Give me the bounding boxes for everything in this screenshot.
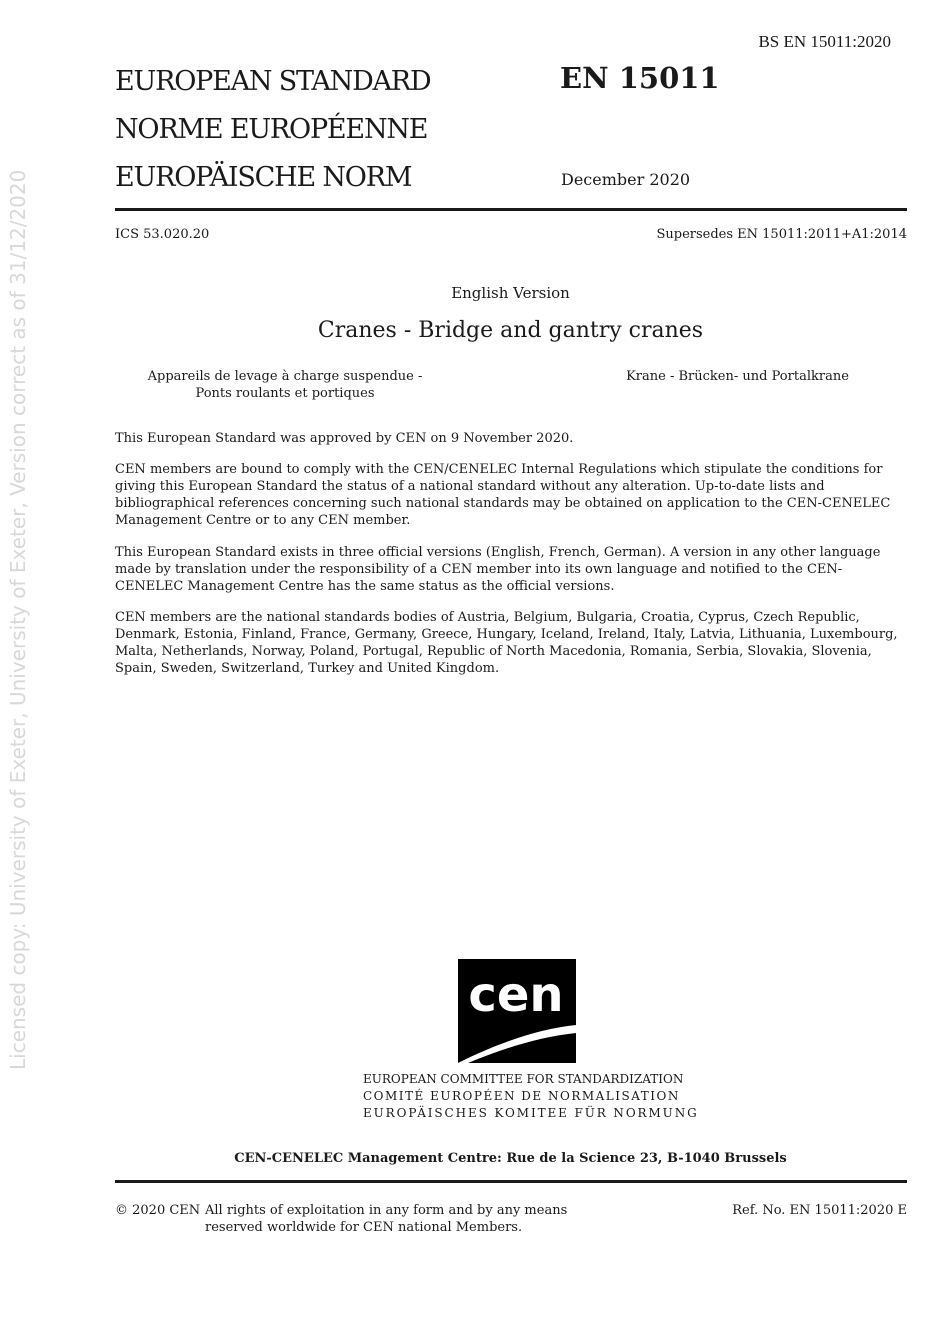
title-english: EUROPEAN STANDARD <box>115 66 431 97</box>
german-title: Krane - Brücken- und Portalkrane <box>626 369 849 384</box>
bottom-divider <box>115 1180 907 1183</box>
cen-logo <box>458 959 576 1063</box>
copyright: © 2020 CEN <box>115 1203 201 1218</box>
committee-french: COMITÉ EUROPÉEN DE NORMALISATION <box>363 1089 680 1103</box>
standard-number: EN 15011 <box>560 61 720 95</box>
committee-german: EUROPÄISCHES KOMITEE FÜR NORMUNG <box>363 1106 699 1120</box>
license-watermark: Licensed copy: University of Exeter, University of Exeter, Version correct as of 31/12/2020 <box>6 169 30 1070</box>
reference-number: Ref. No. EN 15011:2020 E <box>732 1203 907 1218</box>
document-title: Cranes - Bridge and gantry cranes <box>317 318 704 343</box>
supersedes-note: Supersedes EN 15011:2011+A1:2014 <box>656 227 907 242</box>
french-title: Appareils de levage à charge suspendue - Ponts roulants et portiques <box>147 369 423 401</box>
members-paragraph: CEN members are the national standards bodies of Austria, Belgium, Bulgaria, Croatia, Cyprus, Czech Republic, Denmark, Estonia, Finland, France, Germany, Greece, Hungary, Iceland, Ireland, Italy, Latvia, Lithuania, Luxembourg, Malta, Netherlands, Norway, Poland, Portugal, Republic of North Macedonia, Romania, Serbia, Slovakia, Slovenia, Spain, Sweden, Switzerland, Turkey and United Kingdom. <box>115 610 898 676</box>
rights-statement: All rights of exploitation in any form and by any means reserved worldwide for CEN national Members. <box>205 1203 568 1235</box>
ics-code: ICS 53.020.20 <box>115 227 210 242</box>
committee-english: EUROPEAN COMMITTEE FOR STANDARDIZATION <box>363 1072 684 1086</box>
english-version-label: English Version <box>451 284 570 302</box>
publication-date: December 2020 <box>561 170 691 189</box>
svg-text:cen: cen <box>468 967 564 1023</box>
title-french: NORME EUROPÉENNE <box>115 114 428 145</box>
title-german: EUROPÄISCHE NORM <box>115 162 412 193</box>
cen-logo-icon <box>458 959 576 1063</box>
versions-paragraph: This European Standard exists in three official versions (English, French, German). A version in any other language made by translation under the responsibility of a CEN member into its own language and notified to the CEN-CENELEC Management Centre has the same status as the official versions. <box>115 545 881 594</box>
compliance-paragraph: CEN members are bound to comply with the CEN/CENELEC Internal Regulations which stipulate the conditions for giving this European Standard the status of a national standard without any alteration. Up-to-date lists and bibliographical references concerning such national standards may be obtained on application to the CEN-CENELEC Management Centre or to any CEN member. <box>115 462 891 528</box>
management-centre-address: CEN-CENELEC Management Centre: Rue de la Science 23, B-1040 Brussels <box>234 1151 787 1166</box>
top-divider <box>115 208 907 211</box>
header-reference: BS EN 15011:2020 <box>758 32 891 51</box>
approval-paragraph: This European Standard was approved by CEN on 9 November 2020. <box>115 431 574 446</box>
